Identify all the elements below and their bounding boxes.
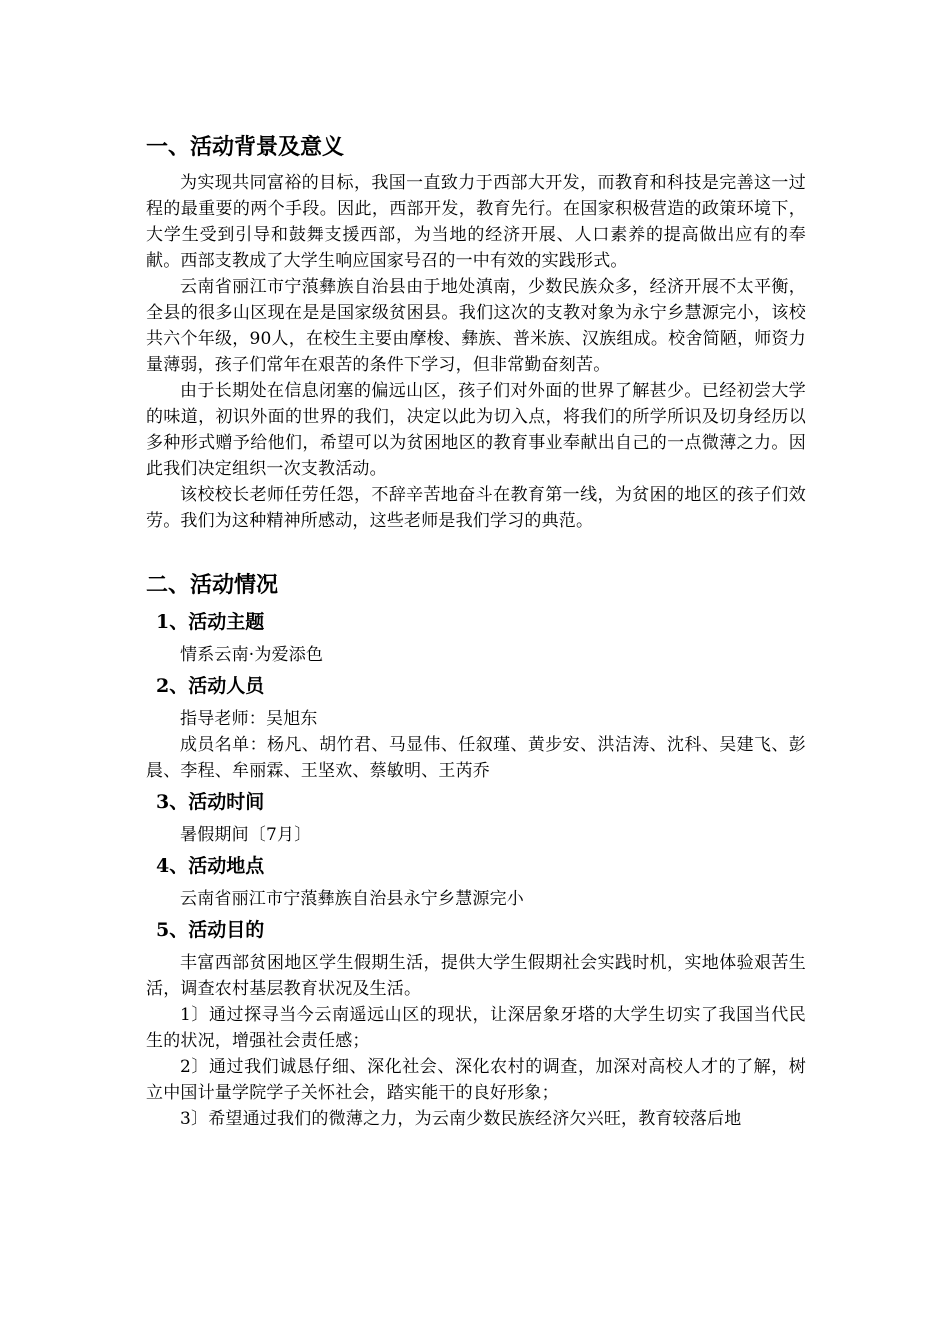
location-text: 云南省丽江市宁蒗彝族自治县永宁乡慧源完小: [180, 889, 524, 909]
section-1-body: [146, 170, 806, 534]
members-list: 成员名单：杨凡、胡竹君、马显伟、任叙瑾、黄步安、洪洁涛、沈科、吴建飞、彭晨、李程、牟丽霖、王坚欢、蔡敏明、王芮乔: [146, 735, 806, 781]
paragraph: 3〕希望通过我们的微薄之力，为云南少数民族经济欠兴旺，教育较落后地: [180, 1109, 742, 1129]
theme-heading: 1、活动主题: [156, 611, 265, 633]
paragraph: 丰富西部贫困地区学生假期生活，提供大学生假期社会实践时机，实地体验艰苦生活，调查农村基层教育状况及生活。: [146, 953, 806, 999]
paragraph: 2〕通过我们诚恳仔细、深化社会、深化农村的调查，加深对高校人才的了解，树立中国计量学院学子关怀社会，踏实能干的良好形象；: [146, 1057, 806, 1103]
paragraph: 为实现共同富裕的目标，我国一直致力于西部大开发，而教育和科技是完善这一过程的最重要的两个手段。因此，西部开发，教育先行。在国家积极营造的政策环境下，大学生受到引导和鼓舞支援西部，为当地的经济开展、人口素养的提高做出应有的奉献。西部支教成了大学生响应国家号召的一中有效的实践形式。: [146, 173, 806, 271]
paragraph: 云南省丽江市宁蒗彝族自治县由于地处滇南，少数民族众多，经济开展不太平衡，全县的很多山区现在是是国家级贫困县。我们这次的支教对象为永宁乡慧源完小，该校共六个年级，90人，在校生主要由摩梭、彝族、普米族、汉族组成。校舍简陋，师资力量薄弱，孩子们常年在艰苦的条件下学习，但非常勤奋刻苦。: [146, 277, 806, 375]
time-text: 暑假期间〔7月〕: [180, 825, 312, 845]
paragraph: 1〕通过探寻当今云南遥远山区的现状，让深居象牙塔的大学生切实了我国当代民生的状况，增强社会责任感；: [146, 1005, 806, 1051]
location-heading: 4、活动地点: [156, 855, 265, 877]
purpose-heading: 5、活动目的: [156, 919, 265, 941]
theme-text: 情系云南·为爱添色: [180, 645, 324, 665]
time-heading: 3、活动时间: [156, 791, 265, 813]
advisor-text: 指导老师：吴旭东: [180, 709, 318, 729]
paragraph: 该校校长老师任劳任怨，不辞辛苦地奋斗在教育第一线，为贫困的地区的孩子们效劳。我们为这种精神所感动，这些老师是我们学习的典范。: [146, 485, 806, 531]
section-1-heading: 一、活动背景及意义: [146, 134, 345, 160]
members-heading: 2、活动人员: [156, 675, 265, 697]
paragraph: 由于长期处在信息闭塞的偏远山区，孩子们对外面的世界了解甚少。已经初尝大学的味道，初识外面的世界的我们，决定以此为切入点，将我们的所学所识及切身经历以多种形式赠予给他们，希望可以为贫困地区的教育事业奉献出自己的一点微薄之力。因此我们决定组织一次支教活动。: [146, 381, 806, 479]
section-2-heading: 二、活动情况: [146, 572, 279, 598]
document-page: [146, 132, 806, 1132]
